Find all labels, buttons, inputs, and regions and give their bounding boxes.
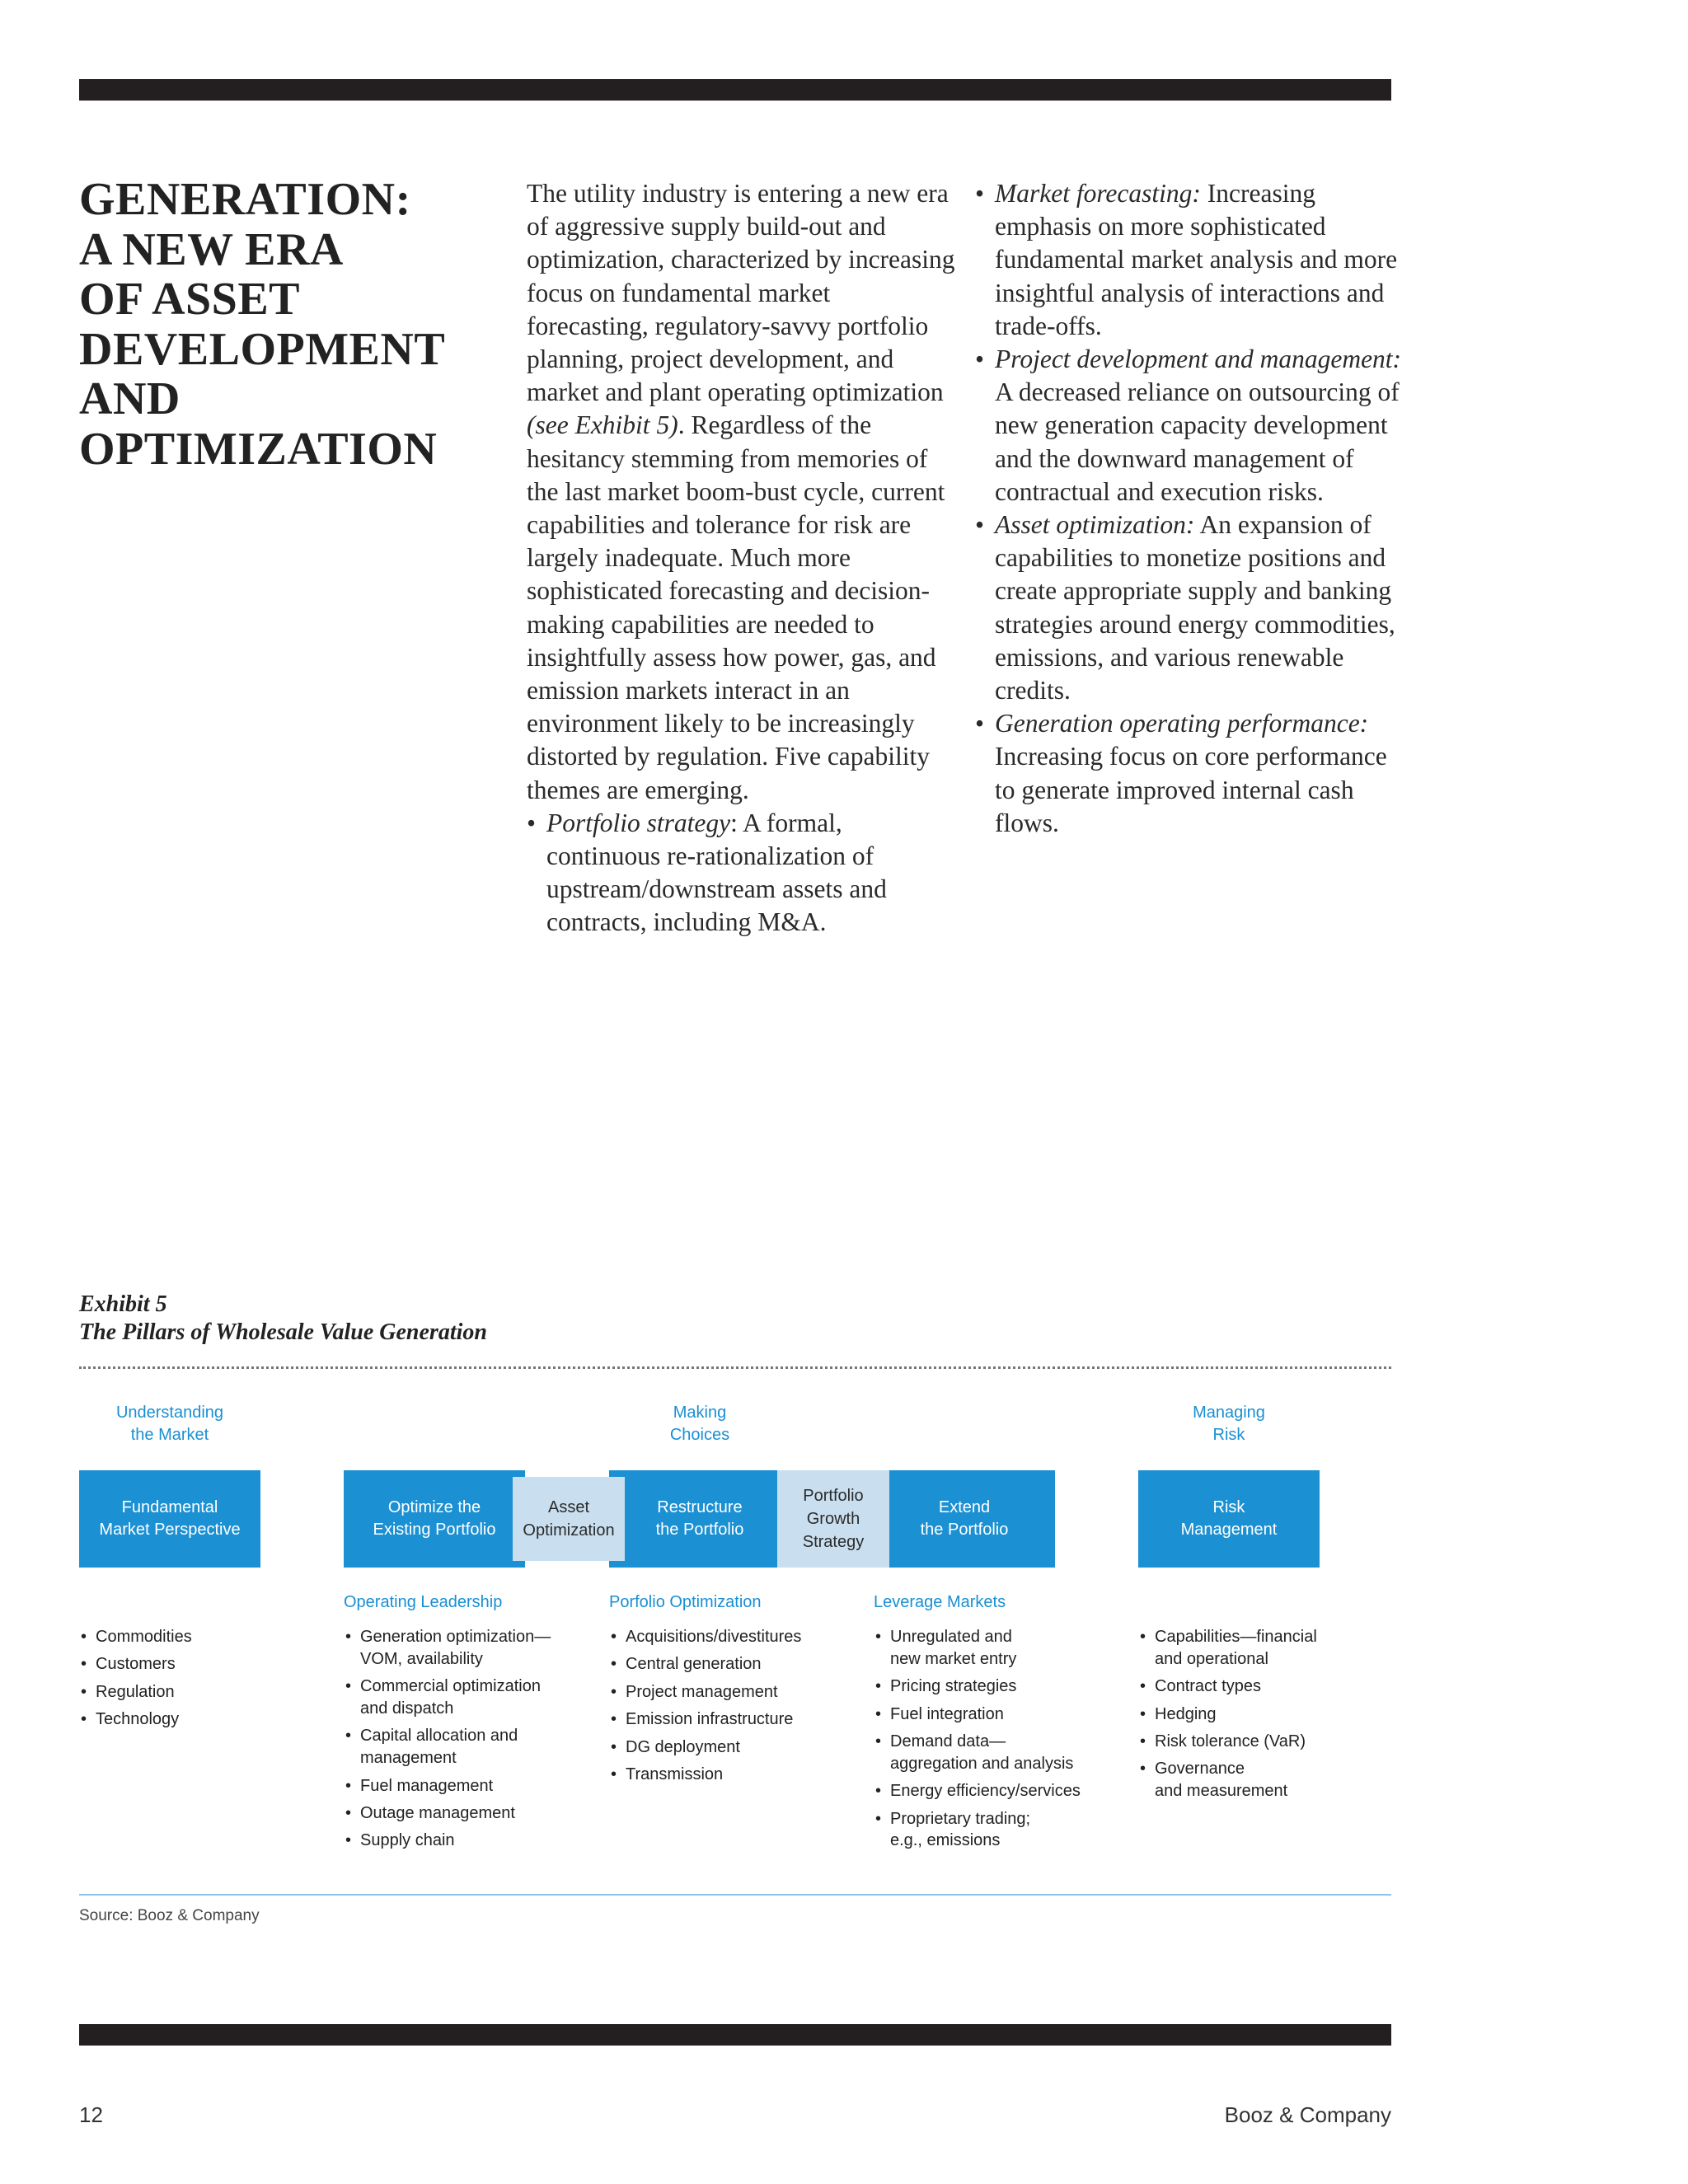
list-item: • Hedging <box>1140 1704 1387 1726</box>
theme-item-generation-performance: • Generation operating performance: Increasing focus on core performance to generate improved internal cash flows. <box>975 709 1387 837</box>
list-item: • Acquisitions/divestitures <box>611 1626 866 1648</box>
pillar-risk-management: Risk Management <box>1138 1470 1320 1568</box>
list-item: • Customers <box>81 1653 328 1675</box>
title-line: A NEW ERA <box>79 223 344 275</box>
pillar-list-operating <box>345 1626 601 1858</box>
source-divider <box>79 1894 1391 1896</box>
subhead-portfolio-optimization: Porfolio Optimization <box>609 1593 762 1611</box>
exhibit-divider <box>79 1366 1391 1369</box>
top-rule-bar <box>79 79 1391 101</box>
list-item: • Commercial optimization and dispatch <box>345 1675 601 1720</box>
title-line: DEVELOPMENT <box>79 323 446 375</box>
list-item: • Supply chain <box>345 1830 601 1852</box>
source-note: Source: Booz & Company <box>79 1907 260 1924</box>
title-line: OF ASSET <box>79 274 301 325</box>
theme-item-portfolio-strategy: • Portfolio strategy: A formal, continuous re-rationalization of upstream/downstream assets and contracts, including M&A. <box>527 808 887 937</box>
subhead-operating-leadership: Operating Leadership <box>344 1593 503 1611</box>
category-understanding-market: Understanding the Market <box>115 1404 224 1444</box>
list-item: • Technology <box>81 1708 328 1731</box>
title-line: OPTIMIZATION <box>79 423 438 475</box>
list-item: • Pricing strategies <box>875 1675 1131 1698</box>
title-line: AND <box>79 373 181 424</box>
body-column-right <box>975 177 1404 840</box>
list-item: • Fuel management <box>345 1775 601 1797</box>
list-item: • Fuel integration <box>875 1704 1131 1726</box>
list-item: • Demand data— aggregation and analysis <box>875 1731 1131 1775</box>
list-item: • Risk tolerance (VaR) <box>1140 1731 1387 1753</box>
pillar-extend-portfolio: Extend the Portfolio <box>874 1470 1055 1568</box>
pillar-optimize-existing-portfolio: Optimize the Existing Portfolio <box>344 1470 525 1568</box>
list-item: • Central generation <box>611 1653 866 1675</box>
theme-item-market-forecasting: • Market forecasting: Increasing emphasis on more sophisticated fundamental market analysis and more insightful analysis of interactions and trade-offs. <box>975 179 1398 340</box>
section-title <box>79 175 467 474</box>
list-item: • Contract types <box>1140 1675 1387 1698</box>
list-item: • DG deployment <box>611 1736 866 1759</box>
theme-item-asset-optimization: • Asset optimization: An expansion of capabilities to monetize positions and create appropriate supply and banking strategies around energy commodities, emissions, and various renewable credits. <box>975 510 1395 705</box>
list-item: • Capital allocation and management <box>345 1725 601 1769</box>
category-managing-risk: Managing Risk <box>1193 1404 1265 1444</box>
theme-item-project-development: • Project development and management: A decreased reliance on outsourcing of new generation capacity development and the downward management of contractual and execution risks. <box>975 344 1402 506</box>
list-item: • Outage management <box>345 1802 601 1825</box>
subhead-leverage-markets: Leverage Markets <box>874 1593 1006 1611</box>
list-item: • Governance and measurement <box>1140 1758 1387 1802</box>
list-item: • Emission infrastructure <box>611 1708 866 1731</box>
pillar-fundamental-market-perspective: Fundamental Market Perspective <box>79 1470 260 1568</box>
list-item: • Proprietary trading; e.g., emissions <box>875 1808 1131 1853</box>
exhibit-reference: (see Exhibit 5) <box>527 410 678 440</box>
pillar-restructure-portfolio: Restructure the Portfolio <box>609 1470 790 1568</box>
list-item: • Commodities <box>81 1626 328 1648</box>
exhibit-caption <box>79 1291 487 1347</box>
pillar-list-portfolio <box>611 1626 866 1791</box>
list-item: • Energy efficiency/services <box>875 1780 1131 1802</box>
body-column-left <box>527 177 955 940</box>
list-item: • Capabilities—financial and operational <box>1140 1626 1387 1671</box>
category-making-choices: Making Choices <box>669 1404 730 1444</box>
bottom-rule-bar <box>79 2024 1391 2046</box>
list-item: • Unregulated and new market entry <box>875 1626 1131 1671</box>
list-item: • Generation optimization— VOM, availability <box>345 1626 601 1671</box>
list-item: • Regulation <box>81 1681 328 1704</box>
title-line: GENERATION: <box>79 174 411 225</box>
company-name-footer: Booz & Company <box>1224 2102 1391 2127</box>
pillar-list-leverage <box>875 1626 1131 1858</box>
pillar-list-market <box>81 1626 328 1736</box>
exhibit-title: The Pillars of Wholesale Value Generation <box>79 1319 487 1345</box>
pillar-list-risk <box>1140 1626 1387 1808</box>
intro-paragraph: The utility industry is entering a new era of aggressive supply build-out and optimization, characterized by increasing focus on fundamental market forecasting, regulatory-savvy portfolio planning, project development, and market and plant operating optimization (see Exhibit 5). Regardless of the hesitancy stemming from memories of the last market boom-bust cycle, current capabilities and tolerance for risk are largely inadequate. Much more sophisticated forecasting and decision-making capabilities are needed to insightfully assess how power, gas, and emission markets interact in an environment likely to be increasingly distorted by regulation. Five capability themes are emerging. <box>527 179 955 804</box>
list-item: • Project management <box>611 1681 866 1704</box>
list-item: • Transmission <box>611 1764 866 1786</box>
connector-portfolio-growth-strategy: Portfolio Growth Strategy <box>777 1470 889 1568</box>
connector-asset-optimization: Asset Optimization <box>513 1477 625 1561</box>
exhibit-number: Exhibit 5 <box>79 1291 167 1317</box>
page-number: 12 <box>79 2102 103 2127</box>
